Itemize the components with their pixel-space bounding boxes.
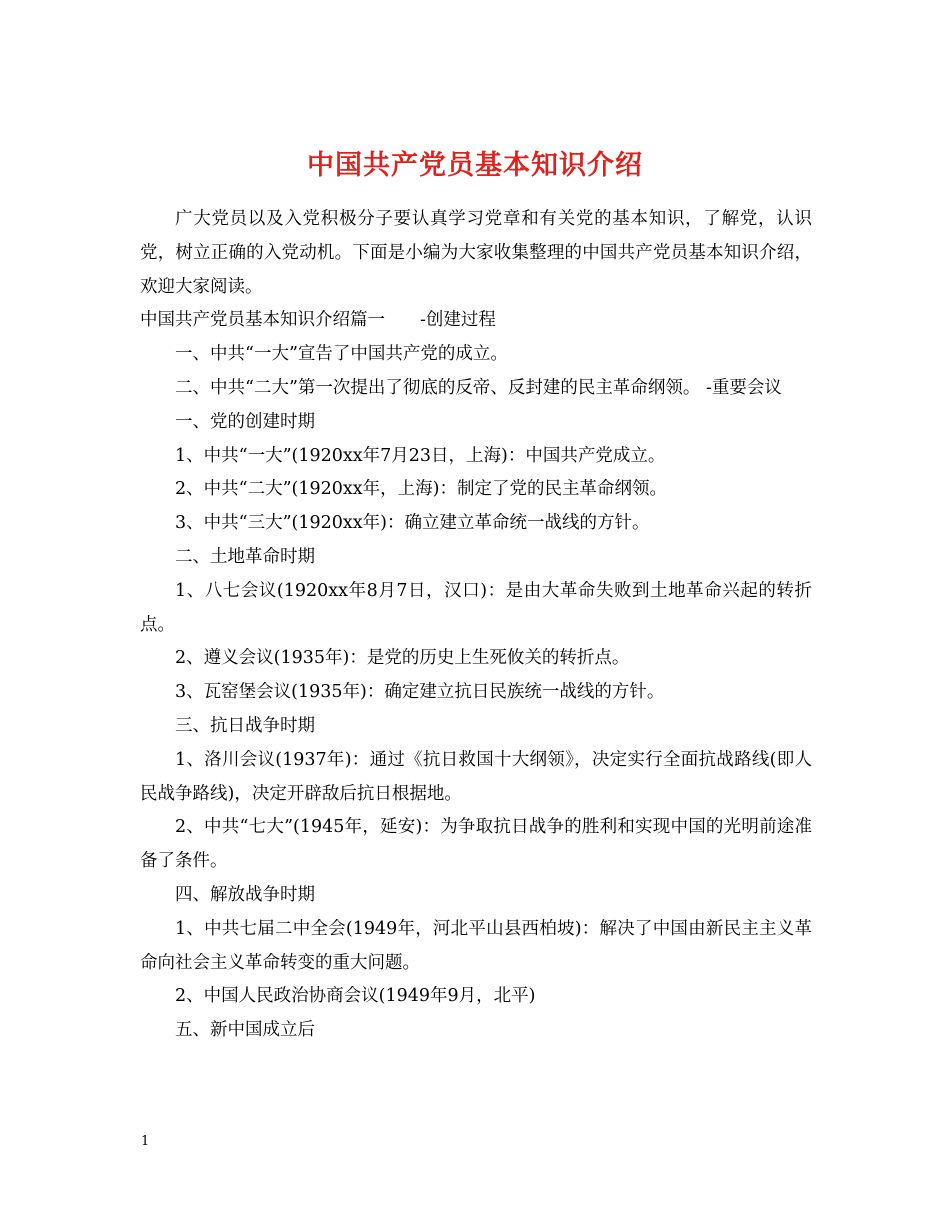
body-paragraph: 二、中共“二大”第一次提出了彻底的反帝、反封建的民主革命纲领。 -重要会议 — [175, 377, 782, 398]
period-heading: 一、党的创建时期 — [175, 411, 315, 432]
list-item: 2、中共“二大”(1920xx年，上海)：制定了党的民主革命纲领。 — [175, 479, 667, 500]
list-item: 1、中共“一大”(1920xx年7月23日，上海)：中国共产党成立。 — [175, 445, 666, 466]
list-item: 3、中共“三大”(1920xx年)：确立建立革命统一战线的方针。 — [175, 513, 650, 534]
list-item: 2、遵义会议(1935年)：是党的历史上生死攸关的转折点。 — [175, 648, 630, 669]
list-item: 1、洛川会议(1937年)：通过《抗日救国十大纲领》，决定实行全面抗战路线(即人民战争路线)，决定开辟敌后抗日根据地。 — [140, 749, 812, 804]
period-heading: 二、土地革命时期 — [175, 546, 315, 567]
period-heading: 四、解放战争时期 — [175, 884, 315, 905]
page-number: 1 — [141, 1134, 150, 1149]
period-heading: 三、抗日战争时期 — [175, 715, 315, 736]
list-item: 1、中共七届二中全会(1949年，河北平山县西柏坡)：解决了中国由新民主主义革命向社会主义革命转变的重大问题。 — [140, 918, 812, 973]
list-item: 1、八七会议(1920xx年8月7日，汉口)：是由大革命失败到土地革命兴起的转折点。 — [140, 580, 812, 635]
list-item: 2、中国人民政治协商会议(1949年9月，北平) — [175, 986, 536, 1007]
list-item: 3、瓦窑堡会议(1935年)：确定建立抗日民族统一战线的方针。 — [175, 682, 665, 703]
document-body — [140, 203, 812, 1048]
document-title: 中国共产党员基本知识介绍 — [307, 150, 643, 182]
list-item: 2、中共“七大”(1945年，延安)：为争取抗日战争的胜利和实现中国的光明前途准备了条件。 — [140, 817, 812, 872]
section-heading-part-one: 中国共产党员基本知识介绍篇一 -创建过程 — [140, 310, 496, 331]
period-heading: 五、新中国成立后 — [175, 1020, 315, 1041]
body-paragraph: 一、中共“一大”宣告了中国共产党的成立。 — [175, 344, 508, 365]
intro-paragraph: 广大党员以及入党积极分子要认真学习党章和有关党的基本知识，了解党，认识党，树立正确的入党动机。下面是小编为大家收集整理的中国共产党员基本知识介绍，欢迎大家阅读。 — [140, 209, 812, 297]
